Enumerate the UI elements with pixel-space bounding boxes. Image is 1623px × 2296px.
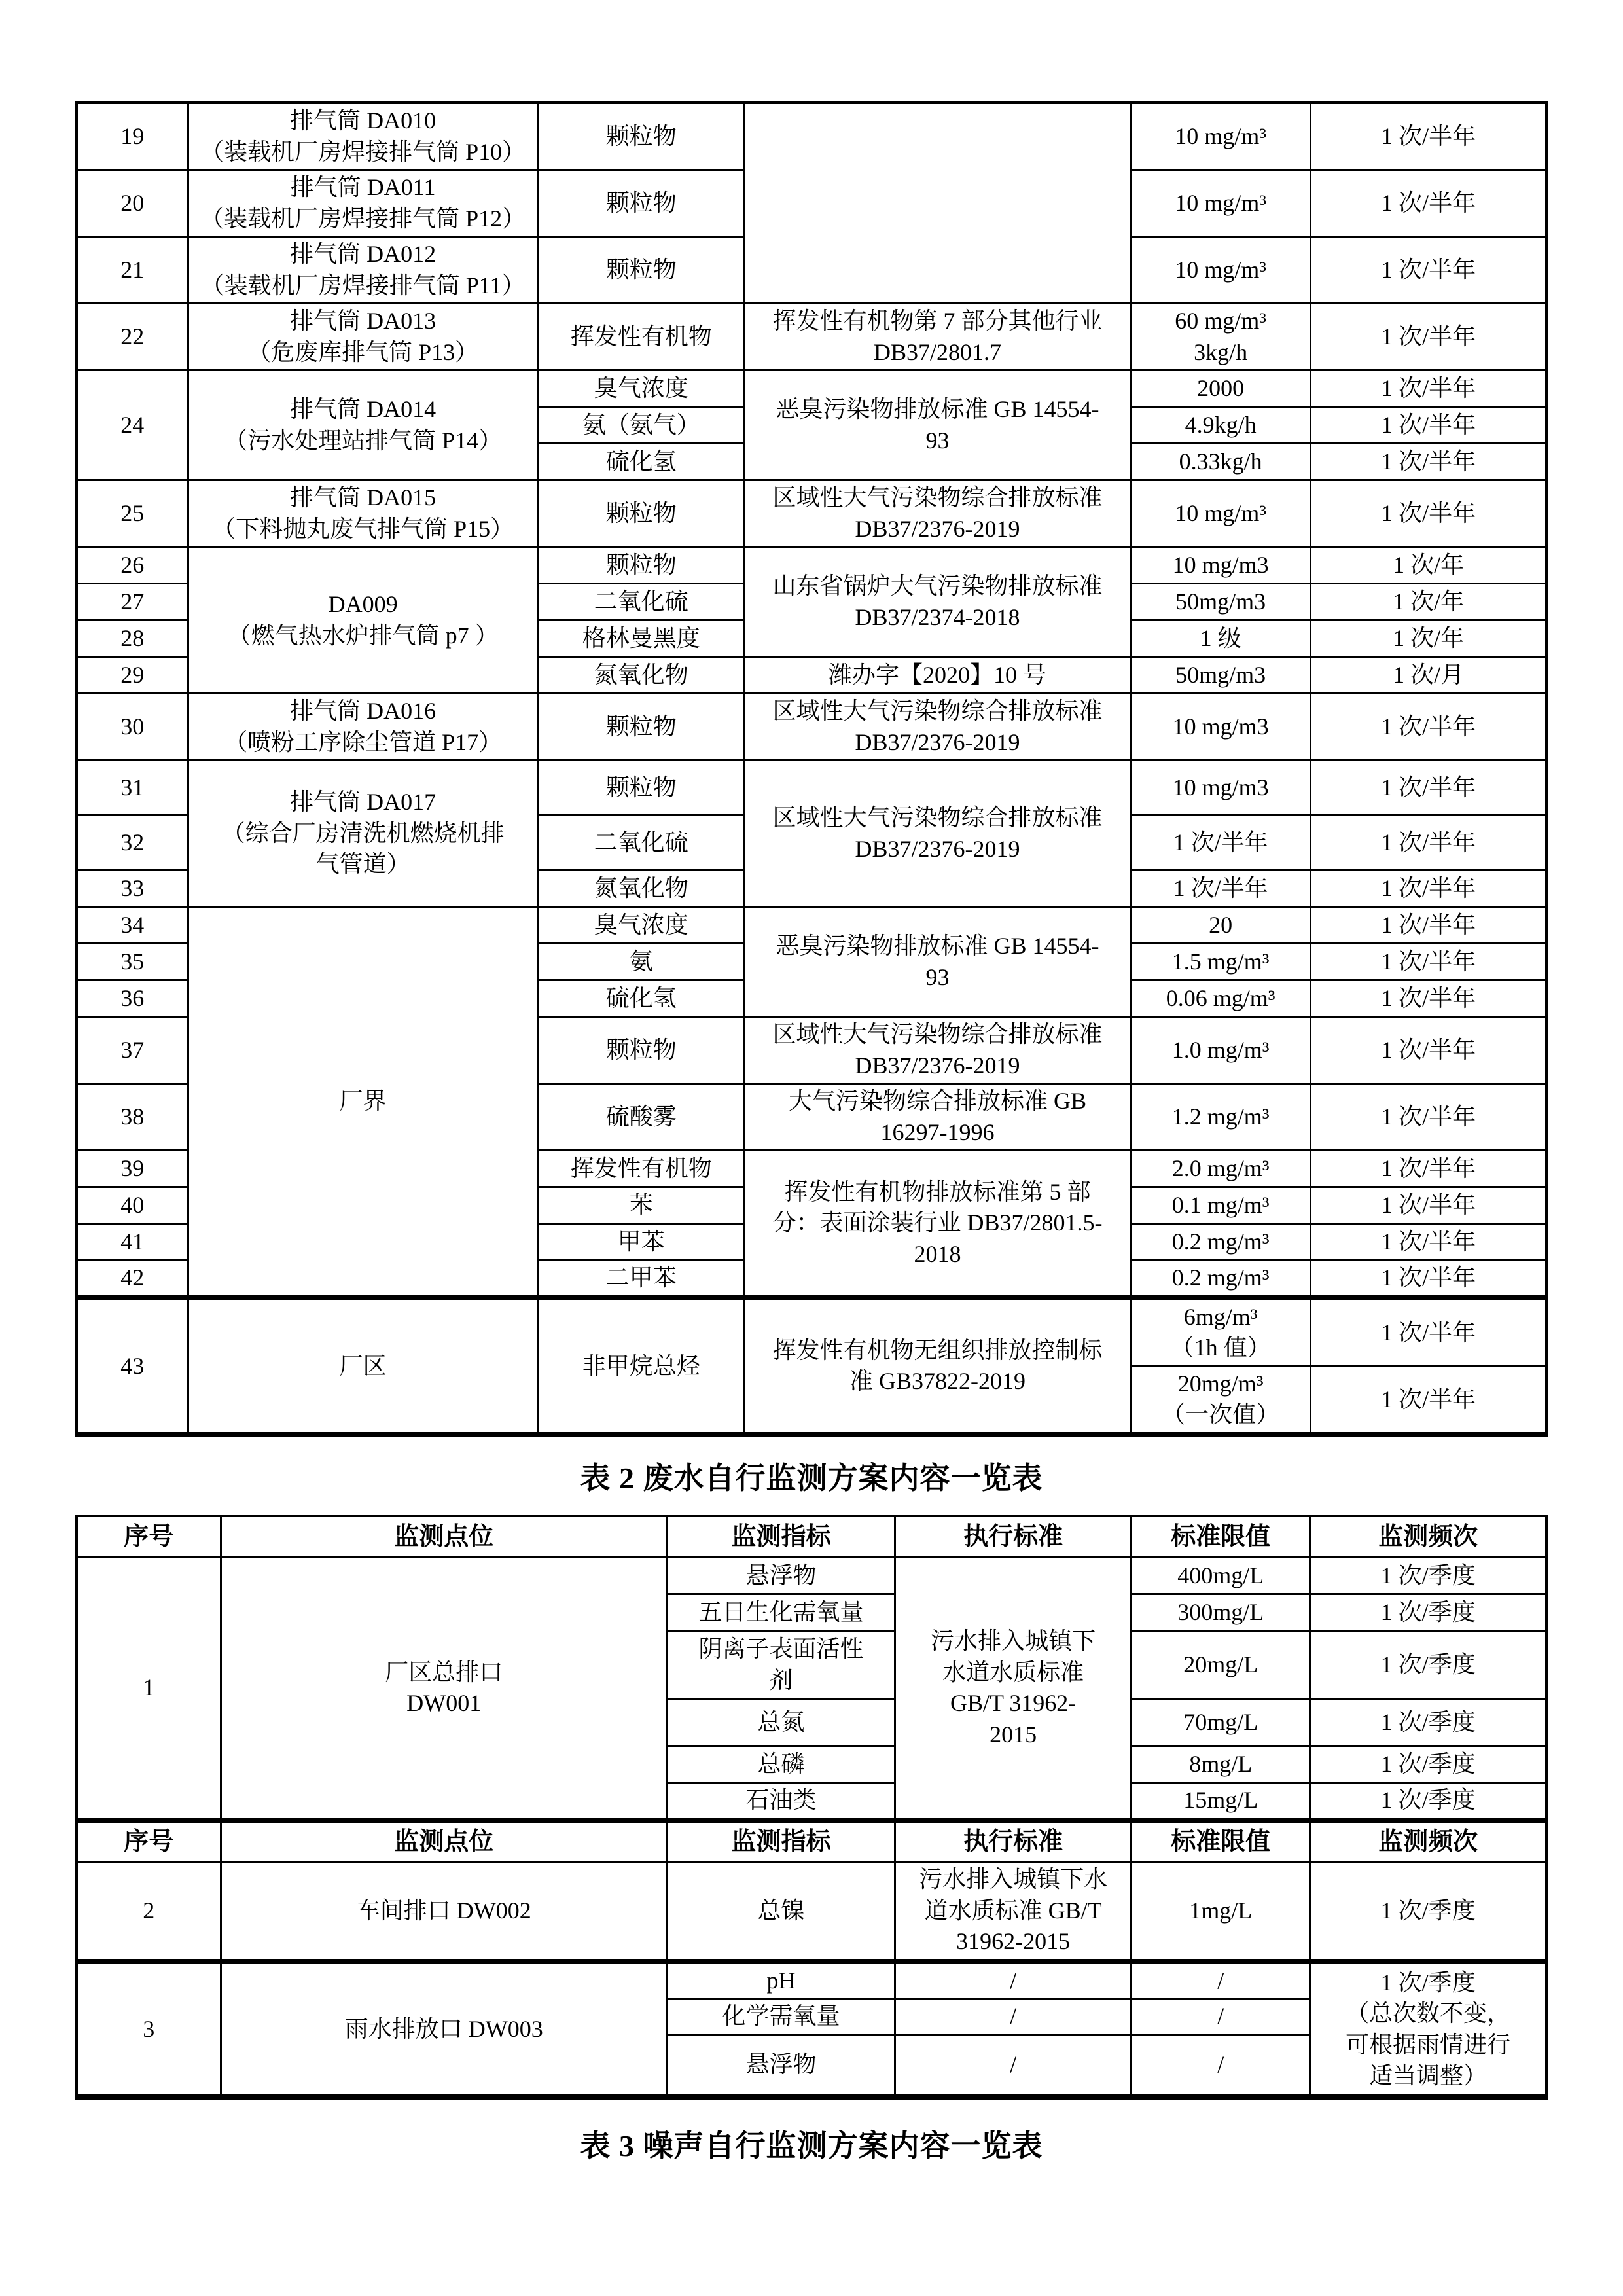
table-cell: 39 — [77, 1151, 188, 1187]
table-header-row — [77, 1820, 1546, 1862]
table-row — [77, 761, 1546, 816]
table-cell: 1 次/季度 — [1310, 1783, 1546, 1820]
table-cell: / — [1132, 1962, 1310, 1999]
table-cell: 污水排入城镇下水 道水质标准 GB/T 31962-2015 — [895, 1862, 1132, 1962]
table-cell: 排气筒 DA013 （危废库排气筒 P13） — [188, 304, 538, 370]
table-cell: 挥发性有机物第 7 部分其他行业 DB37/2801.7 — [744, 304, 1130, 370]
table-cell: 格林曼黑度 — [538, 620, 744, 657]
table-cell: 化学需氧量 — [667, 1999, 895, 2035]
table-cell: 37 — [77, 1017, 188, 1084]
table-cell: 15mg/L — [1132, 1783, 1310, 1820]
table-cell: 排气筒 DA010 （装载机厂房焊接排气筒 P10） — [188, 103, 538, 170]
table-cell: 氮氧化物 — [538, 657, 744, 694]
table-cell: 挥发性有机物 — [538, 304, 744, 370]
table-cell: 29 — [77, 657, 188, 694]
column-header: 监测频次 — [1310, 1516, 1546, 1558]
table-cell: 恶臭污染物排放标准 GB 14554- 93 — [744, 907, 1130, 1017]
column-header: 标准限值 — [1132, 1516, 1310, 1558]
table-cell: 42 — [77, 1261, 188, 1298]
table-cell: 厂界 — [188, 907, 538, 1298]
table-cell: 4.9kg/h — [1131, 407, 1311, 444]
table-cell: 10 mg/m3 — [1131, 694, 1311, 761]
table-row — [77, 1962, 1546, 1999]
table-cell: 1 次/季度 — [1310, 1631, 1546, 1699]
table-cell: 总氮 — [667, 1699, 895, 1746]
table-cell: 6mg/m³ （1h 值） — [1131, 1298, 1311, 1367]
table-cell: 1 次/季度 — [1310, 1862, 1546, 1962]
table-cell: 1 次/半年 — [1311, 816, 1546, 870]
table-cell: 排气筒 DA011 （装载机厂房焊接排气筒 P12） — [188, 170, 538, 237]
table-cell: 36 — [77, 980, 188, 1017]
table-cell: 1 次/半年 — [1311, 907, 1546, 944]
table-cell: 38 — [77, 1084, 188, 1151]
wastewater-table-title: 表 2 废水自行监测方案内容一览表 — [580, 1461, 1043, 1495]
table-cell: 臭气浓度 — [538, 370, 744, 407]
table-cell: / — [895, 1999, 1132, 2035]
column-header: 监测点位 — [221, 1820, 667, 1862]
table-cell: 臭气浓度 — [538, 907, 744, 944]
table-cell: 0.1 mg/m³ — [1131, 1187, 1311, 1224]
table-cell: 山东省锅炉大气污染物排放标准 DB37/2374-2018 — [744, 547, 1130, 657]
table-cell: 排气筒 DA016 （喷粉工序除尘管道 P17） — [188, 694, 538, 761]
table-cell: 颗粒物 — [538, 694, 744, 761]
table-row — [77, 547, 1546, 584]
table-cell: 1 次/半年 — [1131, 816, 1311, 870]
table-cell: 19 — [77, 103, 188, 170]
table-cell: DA009 （燃气热水炉排气筒 p7 ） — [188, 547, 538, 694]
table-cell: 1 次/半年 — [1311, 1366, 1546, 1435]
table-cell: 28 — [77, 620, 188, 657]
table-cell: 排气筒 DA015 （下料抛丸废气排气筒 P15） — [188, 480, 538, 547]
column-header: 执行标准 — [895, 1820, 1132, 1862]
table-cell: 400mg/L — [1132, 1558, 1310, 1594]
table-cell: 0.2 mg/m³ — [1131, 1224, 1311, 1261]
table-row — [77, 480, 1546, 547]
table-cell: 恶臭污染物排放标准 GB 14554- 93 — [744, 370, 1130, 480]
table-cell: 1 次/半年 — [1311, 870, 1546, 907]
table-cell: 颗粒物 — [538, 1017, 744, 1084]
table-cell: 1 次/年 — [1311, 547, 1546, 584]
table-cell: 10 mg/m³ — [1131, 170, 1311, 237]
column-header: 标准限值 — [1132, 1820, 1310, 1862]
table-cell: 二氧化硫 — [538, 816, 744, 870]
table-cell: 硫酸雾 — [538, 1084, 744, 1151]
table-cell: 排气筒 DA012 （装载机厂房焊接排气筒 P11） — [188, 237, 538, 304]
table-cell: 1 次/半年 — [1311, 1084, 1546, 1151]
table-cell: 氨 — [538, 944, 744, 980]
table-cell: 30 — [77, 694, 188, 761]
table-cell: 1.0 mg/m³ — [1131, 1017, 1311, 1084]
table-cell: 五日生化需氧量 — [667, 1594, 895, 1631]
table-cell: 氮氧化物 — [538, 870, 744, 907]
table-cell: 1 — [77, 1558, 221, 1820]
table-cell: 2 — [77, 1862, 221, 1962]
table-cell: 1 次/季度 （总次数不变， 可根据雨情进行 适当调整） — [1310, 1962, 1546, 2098]
table-row — [77, 1558, 1546, 1594]
table-cell: 27 — [77, 584, 188, 620]
table-cell: 苯 — [538, 1187, 744, 1224]
table-cell: 1 次/月 — [1311, 657, 1546, 694]
table-cell: 氨（氨气） — [538, 407, 744, 444]
table-cell: 1 次/半年 — [1311, 480, 1546, 547]
table-cell: 35 — [77, 944, 188, 980]
table-cell: 1 级 — [1131, 620, 1311, 657]
table-cell: 3 — [77, 1962, 221, 2098]
table-cell: 悬浮物 — [667, 2034, 895, 2097]
waste-gas-monitoring-table — [75, 101, 1548, 1437]
table-row — [77, 1298, 1546, 1367]
table-cell: 40 — [77, 1187, 188, 1224]
table-cell: 1 次/半年 — [1311, 1151, 1546, 1187]
column-header: 序号 — [77, 1516, 221, 1558]
table-cell: 潍办字【2020】10 号 — [744, 657, 1130, 694]
table-cell: 1 次/半年 — [1311, 1298, 1546, 1367]
table-cell: 车间排口 DW002 — [221, 1862, 667, 1962]
table-header-row — [77, 1516, 1546, 1558]
table-cell: 25 — [77, 480, 188, 547]
table-cell: 20 — [77, 170, 188, 237]
column-header: 序号 — [77, 1820, 221, 1862]
table-cell: 挥发性有机物排放标准第 5 部 分：表面涂装行业 DB37/2801.5- 2018 — [744, 1151, 1130, 1298]
table-cell: 60 mg/m³ 3kg/h — [1131, 304, 1311, 370]
table-cell: / — [1132, 1999, 1310, 2035]
table-cell: 1 次/半年 — [1311, 370, 1546, 407]
table-cell: 排气筒 DA017 （综合厂房清洗机燃烧机排 气管道） — [188, 761, 538, 907]
table-cell: 0.06 mg/m³ — [1131, 980, 1311, 1017]
table-cell: 厂区总排口 DW001 — [221, 1558, 667, 1820]
table-cell: 1.2 mg/m³ — [1131, 1084, 1311, 1151]
table-cell: 1 次/半年 — [1311, 170, 1546, 237]
table-cell: 10 mg/m³ — [1131, 237, 1311, 304]
column-header: 监测指标 — [667, 1516, 895, 1558]
table-row — [77, 304, 1546, 370]
table-cell: 1 次/季度 — [1310, 1746, 1546, 1783]
table-cell: 31 — [77, 761, 188, 816]
table-cell: 排气筒 DA014 （污水处理站排气筒 P14） — [188, 370, 538, 480]
wastewater-monitoring-table — [75, 1515, 1548, 2100]
table-cell: 20mg/m³ （一次值） — [1131, 1366, 1311, 1435]
table-cell: 1 次/半年 — [1311, 1187, 1546, 1224]
table-cell: 50mg/m3 — [1131, 657, 1311, 694]
column-header: 监测点位 — [221, 1516, 667, 1558]
table-cell: pH — [667, 1962, 895, 1999]
table-cell: 颗粒物 — [538, 761, 744, 816]
table-cell: 1 次/季度 — [1310, 1699, 1546, 1746]
table-cell: 1 次/年 — [1311, 620, 1546, 657]
table-cell: 1 次/半年 — [1311, 1261, 1546, 1298]
table-row — [77, 370, 1546, 407]
table-cell: 2.0 mg/m³ — [1131, 1151, 1311, 1187]
table-cell: 1 次/季度 — [1310, 1558, 1546, 1594]
table-cell: 41 — [77, 1224, 188, 1261]
table-row — [77, 1862, 1546, 1962]
table-cell: 50mg/m3 — [1131, 584, 1311, 620]
table-cell: 颗粒物 — [538, 170, 744, 237]
table-cell: 1 次/年 — [1311, 584, 1546, 620]
table-cell: 300mg/L — [1132, 1594, 1310, 1631]
table-cell: 1 次/季度 — [1310, 1594, 1546, 1631]
column-header: 监测频次 — [1310, 1820, 1546, 1862]
table-cell: 颗粒物 — [538, 480, 744, 547]
table-cell: 雨水排放口 DW003 — [221, 1962, 667, 2098]
table-cell: 1 次/半年 — [1311, 761, 1546, 816]
table-cell: / — [895, 2034, 1132, 2097]
table-cell: 悬浮物 — [667, 1558, 895, 1594]
table-cell: 1 次/半年 — [1131, 870, 1311, 907]
table-cell: 硫化氢 — [538, 980, 744, 1017]
table-cell: 区域性大气污染物综合排放标准 DB37/2376-2019 — [744, 761, 1130, 907]
table-cell: 20 — [1131, 907, 1311, 944]
table-cell: 1 次/半年 — [1311, 694, 1546, 761]
table-cell: 硫化氢 — [538, 444, 744, 480]
table-cell: 甲苯 — [538, 1224, 744, 1261]
table-cell — [744, 103, 1130, 304]
table-cell: 24 — [77, 370, 188, 480]
table-cell: 32 — [77, 816, 188, 870]
table-cell: 大气污染物综合排放标准 GB 16297-1996 — [744, 1084, 1130, 1151]
table-cell: 26 — [77, 547, 188, 584]
table-cell: 10 mg/m3 — [1131, 761, 1311, 816]
table-cell: / — [1132, 2034, 1310, 2097]
table-cell: 挥发性有机物 — [538, 1151, 744, 1187]
table-cell: 0.33kg/h — [1131, 444, 1311, 480]
table-cell: 1 次/半年 — [1311, 1224, 1546, 1261]
table-cell: 8mg/L — [1132, 1746, 1310, 1783]
table-row — [77, 907, 1546, 944]
table-cell: 1 次/半年 — [1311, 444, 1546, 480]
table-cell: 厂区 — [188, 1298, 538, 1435]
noise-table-title: 表 3 噪声自行监测方案内容一览表 — [580, 2129, 1043, 2163]
table-cell: 70mg/L — [1132, 1699, 1310, 1746]
table-cell: 2000 — [1131, 370, 1311, 407]
table-cell: 阴离子表面活性 剂 — [667, 1631, 895, 1699]
table-cell: 10 mg/m³ — [1131, 103, 1311, 170]
table-cell: 1 次/半年 — [1311, 407, 1546, 444]
table-cell: 颗粒物 — [538, 237, 744, 304]
table-cell: 1 次/半年 — [1311, 237, 1546, 304]
table-cell: 非甲烷总烃 — [538, 1298, 744, 1435]
table-cell: 1 次/半年 — [1311, 103, 1546, 170]
table-cell: 颗粒物 — [538, 547, 744, 584]
table-cell: 1.5 mg/m³ — [1131, 944, 1311, 980]
table-cell: 总镍 — [667, 1862, 895, 1962]
table-cell: 1mg/L — [1132, 1862, 1310, 1962]
table-row — [77, 694, 1546, 761]
table-cell: 1 次/半年 — [1311, 944, 1546, 980]
table-cell: 二氧化硫 — [538, 584, 744, 620]
table-cell: 43 — [77, 1298, 188, 1435]
table-cell: 区域性大气污染物综合排放标准 DB37/2376-2019 — [744, 694, 1130, 761]
column-header: 执行标准 — [895, 1516, 1132, 1558]
table-cell: 挥发性有机物无组织排放控制标 准 GB37822-2019 — [744, 1298, 1130, 1435]
table-cell: 石油类 — [667, 1783, 895, 1820]
table-row — [77, 103, 1546, 170]
table-cell: 污水排入城镇下 水道水质标准 GB/T 31962- 2015 — [895, 1558, 1132, 1820]
table-cell: 1 次/半年 — [1311, 980, 1546, 1017]
table-cell: 10 mg/m3 — [1131, 547, 1311, 584]
table-cell: 区域性大气污染物综合排放标准 DB37/2376-2019 — [744, 480, 1130, 547]
table-cell: / — [895, 1962, 1132, 1999]
table-cell: 1 次/半年 — [1311, 1017, 1546, 1084]
table-cell: 颗粒物 — [538, 103, 744, 170]
table-cell: 1 次/半年 — [1311, 304, 1546, 370]
column-header: 监测指标 — [667, 1820, 895, 1862]
table-cell: 区域性大气污染物综合排放标准 DB37/2376-2019 — [744, 1017, 1130, 1084]
table-cell: 二甲苯 — [538, 1261, 744, 1298]
table-cell: 22 — [77, 304, 188, 370]
table-cell: 34 — [77, 907, 188, 944]
table-cell: 20mg/L — [1132, 1631, 1310, 1699]
table-cell: 总磷 — [667, 1746, 895, 1783]
table-cell: 10 mg/m³ — [1131, 480, 1311, 547]
table-cell: 33 — [77, 870, 188, 907]
table-cell: 0.2 mg/m³ — [1131, 1261, 1311, 1298]
table-cell: 21 — [77, 237, 188, 304]
